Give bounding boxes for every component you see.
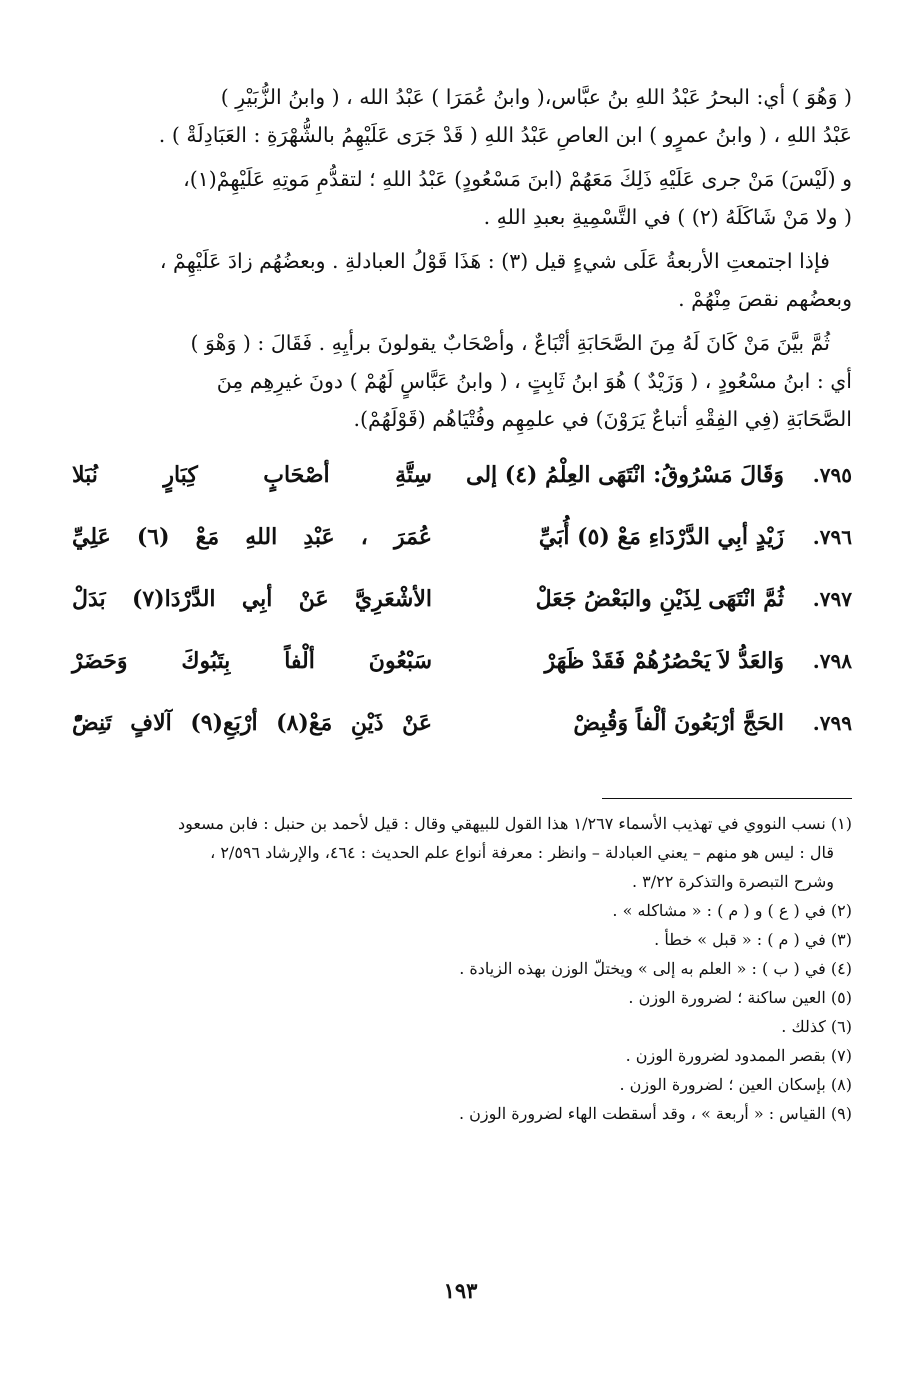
text-line: و (لَيْسَ) مَنْ جرى عَلَيْهِ ذَلِكَ مَعَهُمْ (ابنَ مَسْعُودٍ) عَبْدُ اللهِ ؛ لتقدُّمِ مَوتِهِ عَلَيْهِمْ(١)،	[183, 167, 852, 191]
verse-first-hemistich: زَيْدٍ أبِي الدَّرْدَاءِ مَعْ (٥) أُبَيِّ	[538, 524, 784, 550]
paragraph-ibn-masud	[72, 160, 852, 236]
paragraph-followers	[72, 324, 852, 438]
footnote-9: (٩) القياس : « أربعة » ، وقد أسقطت الهاء لضرورة الوزن .	[458, 1104, 852, 1123]
poem-verses	[72, 444, 852, 754]
footnote-4: (٤) في ( ب ) : « العلم به إلى » ويختلّ الوزن بهذه الزيادة .	[459, 959, 852, 978]
text-line: وبعضُهم نقصَ مِنْهُمْ .	[678, 287, 852, 311]
verse-second-hemistich: عُمَرَ ، عَبْدِ اللهِ مَعْ (٦) عَلِيِّ	[72, 524, 432, 550]
verse-second-hemistich: سَبْعُونَ ألْفاً بِتَبُوكَ وَحَضَرْ	[72, 648, 432, 674]
verse-795	[72, 444, 852, 506]
verse-number: ٧٩٨.	[812, 649, 852, 673]
footnote-line: قال : ليس هو منهم – يعني العبادلة – وانظر : معرفة أنواع علم الحديث : ٤٦٤، والإرشاد ٢/٥٩٦ ،	[210, 843, 834, 862]
verse-first-hemistich: وَقَالَ مَسْرُوقُ: انْتَهَى العِلْمُ (٤) إلى	[465, 462, 784, 488]
footnote-5: (٥) العين ساكنة ؛ لضرورة الوزن .	[628, 988, 852, 1007]
footnote-6: (٦) كذلك .	[781, 1017, 852, 1036]
verse-first-hemistich: وَالعَدُّ لاَ يَحْصُرُهُمْ فَقَدْ ظَهَرْ	[544, 648, 784, 674]
verse-number: ٧٩٦.	[812, 525, 852, 549]
verse-second-hemistich: سِتَّةِ أصْحَابٍ كِبَارٍ نُبَلا	[72, 462, 432, 488]
text-line: ثُمَّ بيَّنَ مَنْ كَانَ لَهُ مِنَ الصَّحَابَةِ أتْبَاعٌ ، وأصْحَابٌ يقولونَ برأيِهِ . فَقَالَ : ( وَهْوَ )	[190, 331, 830, 355]
footnote-divider	[602, 798, 852, 799]
text-line: أي : ابنُ مسْعُودٍ ، ( وَزَيْدٌ ) هُوَ ابنُ ثَابِتٍ ، ( وابنُ عَبَّاسٍ لَهُمْ ) دونَ غيرِهِم مِنَ	[216, 369, 852, 393]
verse-second-hemistich: الأشْعَرِيَّ عَنْ أبِي الدَّرْدَا(٧) بَدَلْ	[72, 586, 432, 612]
text-line: عَبْدُ اللهِ ، ( وابنُ عمرٍو ) ابن العاصِ عَبْدُ اللهِ ( قَدْ جَرَى عَلَيْهِمُ بالشُّهْرَةِ : العَبَادِلَةْ ) .	[158, 123, 852, 147]
footnote-line: وشرح التبصرة والتذكرة ٣/٢٢ .	[631, 872, 834, 891]
book-page	[72, 78, 852, 1358]
footnote-2: (٢) في ( ع ) و ( م ) : « مشاكله » .	[612, 901, 852, 920]
footnote-1	[72, 809, 852, 896]
footnote-7: (٧) بقصر الممدود لضرورة الوزن .	[625, 1046, 852, 1065]
paragraph-abadila	[72, 78, 852, 154]
text-line: الصَّحَابَةِ (فِي الفِقْهِ أتباعٌ يَرَوْنَ) في علمِهِم وفُتْيَاهُم (قَوْلَهُمْ).	[353, 407, 852, 431]
footnote-3: (٣) في ( م ) : « قبل » خطأ .	[654, 930, 852, 949]
verse-798	[72, 630, 852, 692]
verse-797	[72, 568, 852, 630]
verse-796	[72, 506, 852, 568]
verse-first-hemistich: الحَجَّ أرْبَعُونَ ألْفاً وَقُبِضْ	[573, 710, 784, 736]
footnotes	[72, 809, 852, 1128]
verse-number: ٧٩٩.	[812, 711, 852, 735]
footnote-line: (١) نسب النووي في تهذيب الأسماء ١/٢٦٧ هذا القول للبيهقي وقال : قيل لأحمد بن حنبل : فابن مسعود	[177, 814, 852, 833]
verse-second-hemistich: عَنْ ذَيْنِ مَعْ(٨) أرْبَعِ(٩) آلافٍ تَنِضّْ	[72, 710, 433, 736]
footnote-8: (٨) بإسكان العين ؛ لضرورة الوزن .	[619, 1075, 852, 1094]
verse-number: ٧٩٧.	[812, 587, 852, 611]
text-line: فإذا اجتمعتِ الأربعةُ عَلَى شيءٍ قيل (٣) : هَذَا قَوْلُ العبادلةِ . وبعضُهُم زادَ عَلَيْهِمْ ،	[159, 249, 830, 273]
paragraph-consensus	[72, 242, 852, 318]
verse-first-hemistich: ثُمَّ انْتَهَى لِذَيْنِ والبَعْضُ جَعَلْ	[535, 586, 784, 612]
text-line: ( ولا مَنْ شَاكَلَهُ (٢) ) في التَّسْمِيةِ بعبدِ اللهِ .	[483, 205, 852, 229]
page-number: ١٩٣	[443, 1278, 478, 1303]
verse-799	[72, 692, 852, 754]
text-line: ( وَهُوَ ) أي: البحرُ عَبْدُ اللهِ بنُ عبَّاس،( وابنُ عُمَرَا ) عَبْدُ الله ، ( وابنُ الزُّبَيْرِ )	[220, 85, 852, 109]
verse-number: ٧٩٥.	[812, 463, 852, 487]
commentary-text	[72, 78, 852, 438]
